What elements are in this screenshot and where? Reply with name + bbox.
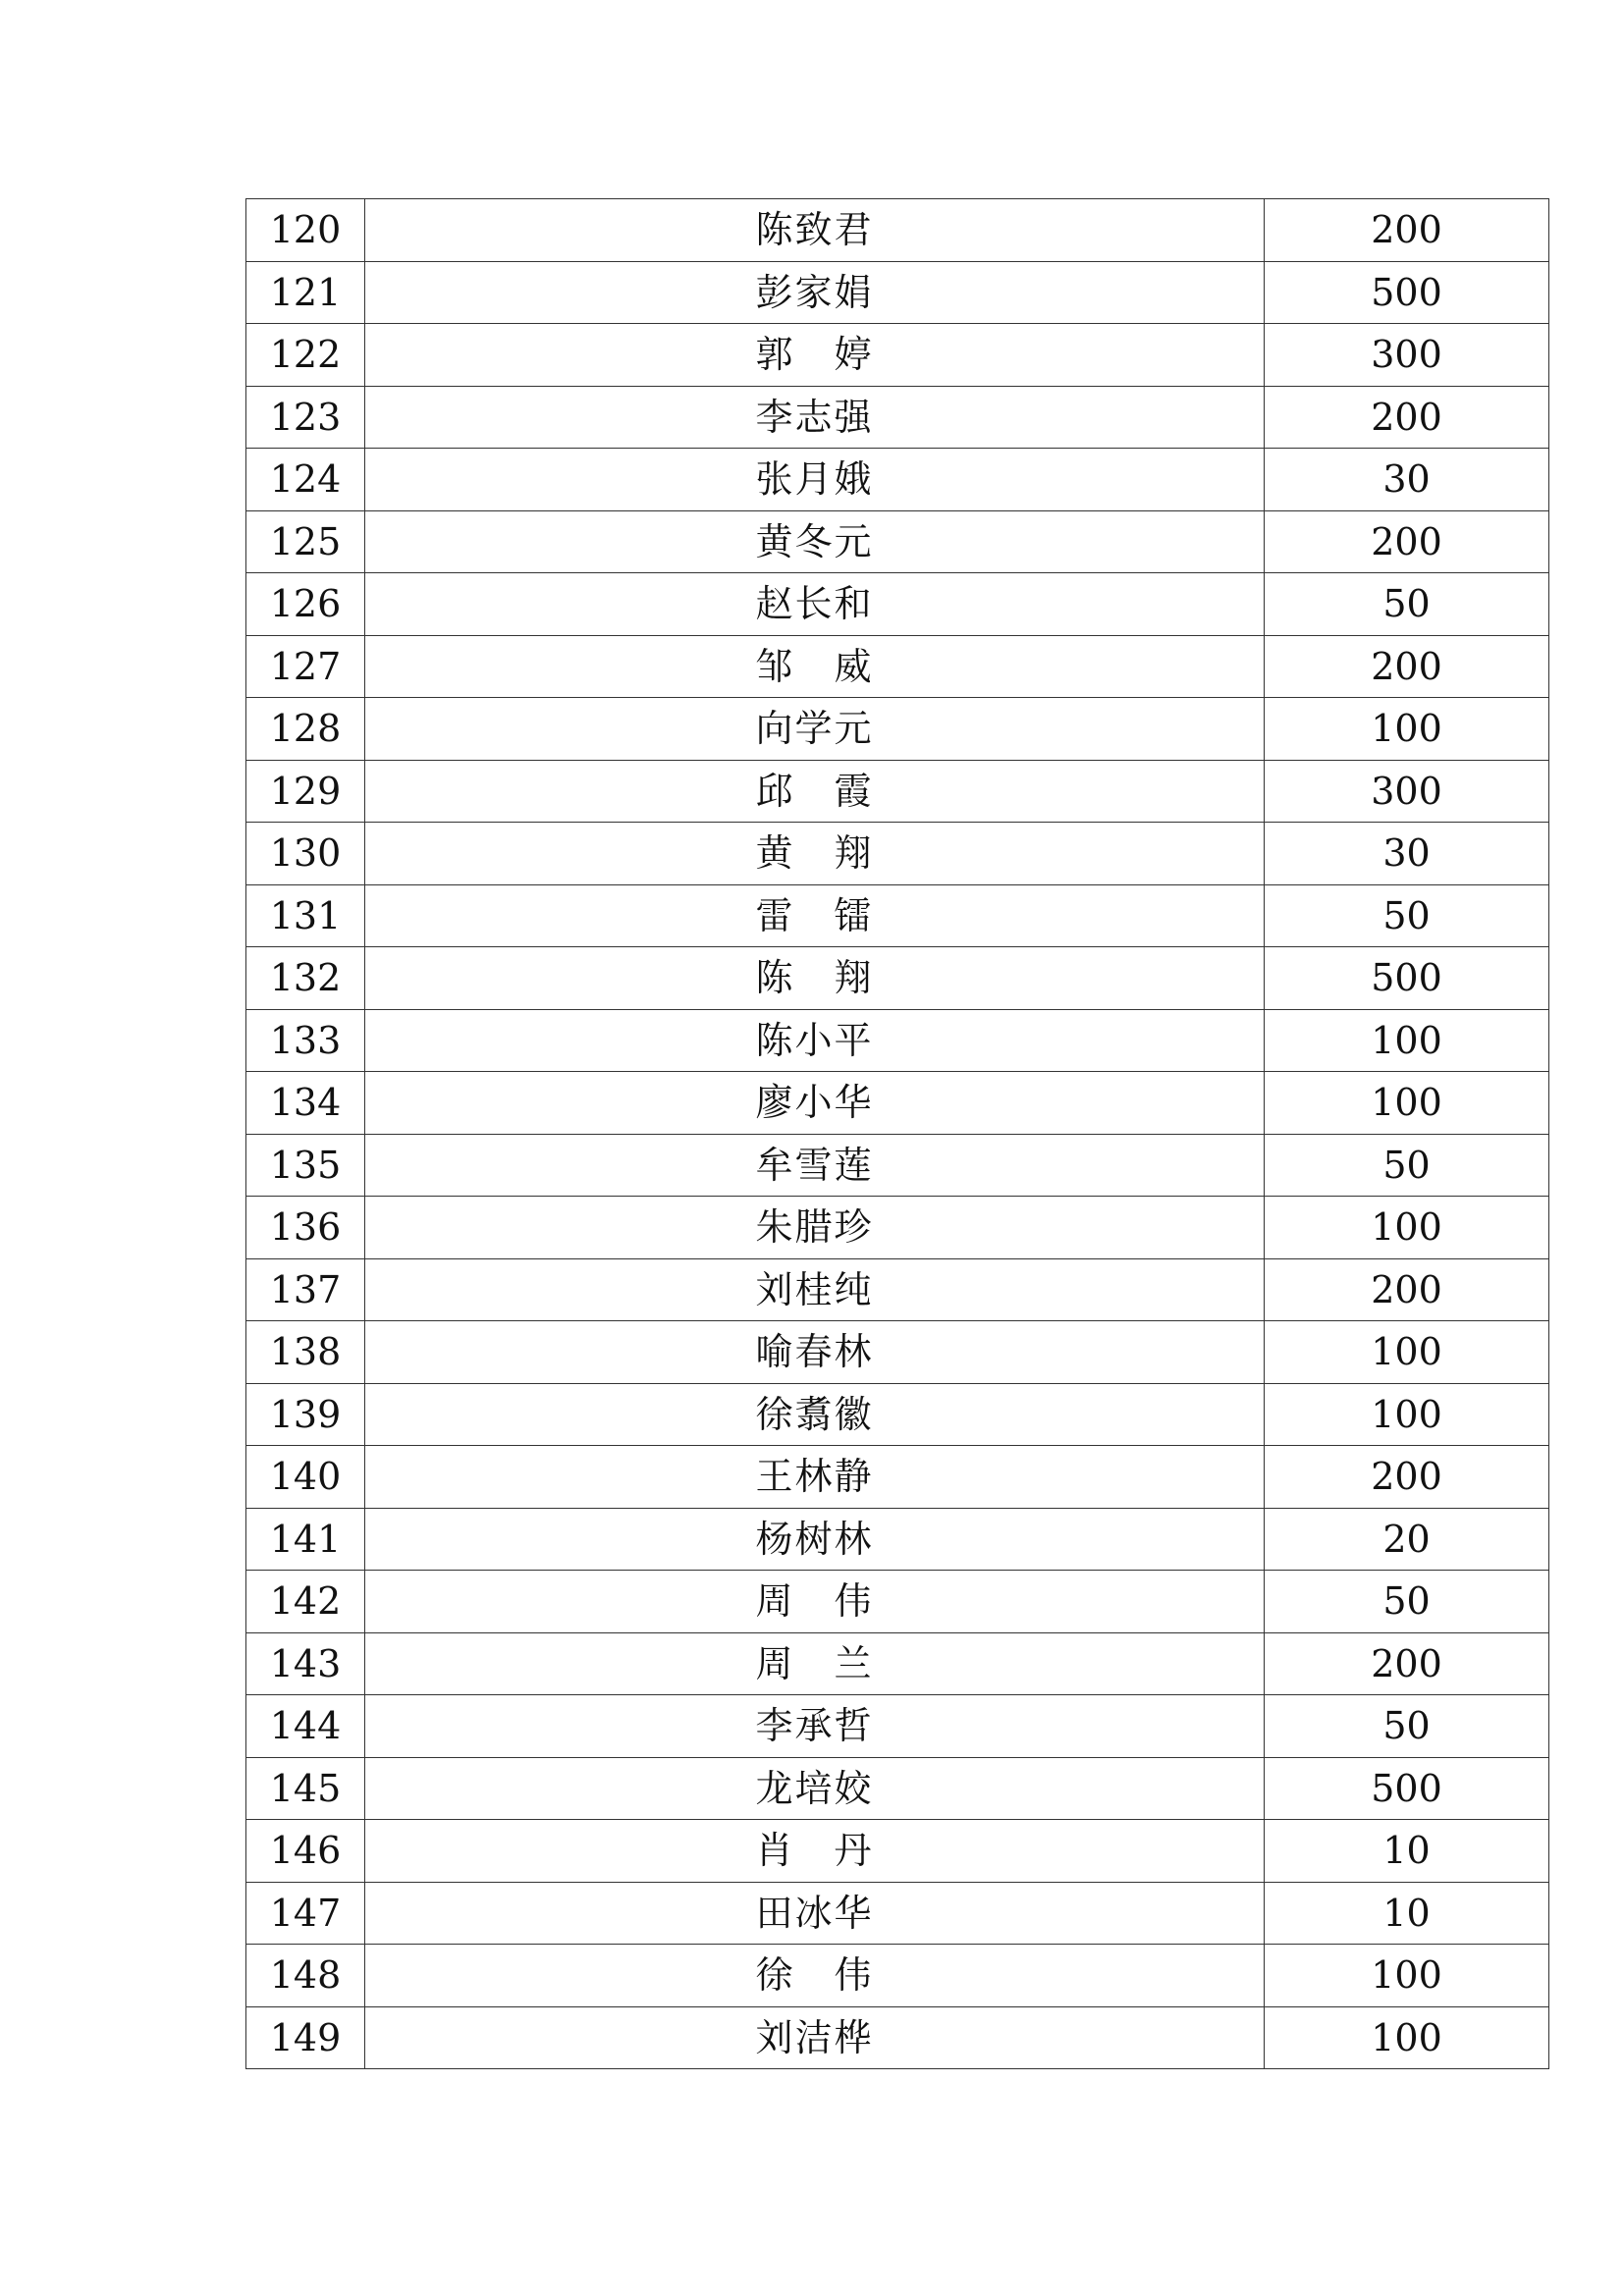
table-row: [246, 698, 1549, 761]
donor-name: 龙培姣: [365, 1757, 1265, 1820]
table-row: [246, 760, 1549, 823]
row-number: 132: [246, 947, 365, 1010]
table-row: [246, 823, 1549, 885]
donor-name: 张月娥: [365, 449, 1265, 511]
donation-amount: 100: [1265, 698, 1549, 761]
table-row: [246, 1820, 1549, 1883]
table-row: [246, 1632, 1549, 1695]
row-number: 124: [246, 449, 365, 511]
donation-amount: 50: [1265, 573, 1549, 636]
table-row: [246, 1882, 1549, 1945]
row-number: 120: [246, 199, 365, 262]
table-row: [246, 261, 1549, 324]
donor-name: 郭 婷: [365, 324, 1265, 387]
document-page: [245, 198, 1548, 2069]
donor-name: 黄冬元: [365, 510, 1265, 573]
donation-amount: 50: [1265, 1134, 1549, 1197]
donor-name: 赵长和: [365, 573, 1265, 636]
table-row: [246, 324, 1549, 387]
row-number: 137: [246, 1258, 365, 1321]
row-number: 147: [246, 1882, 365, 1945]
table-row: [246, 1134, 1549, 1197]
donation-amount: 10: [1265, 1820, 1549, 1883]
donor-name: 牟雪莲: [365, 1134, 1265, 1197]
donation-amount: 100: [1265, 1945, 1549, 2007]
row-number: 145: [246, 1757, 365, 1820]
table-row: [246, 2006, 1549, 2069]
table-row: [246, 1258, 1549, 1321]
donation-amount: 100: [1265, 2006, 1549, 2069]
donation-amount: 30: [1265, 449, 1549, 511]
donor-name: 廖小华: [365, 1072, 1265, 1135]
donor-name: 陈 翔: [365, 947, 1265, 1010]
donation-amount: 500: [1265, 261, 1549, 324]
row-number: 143: [246, 1632, 365, 1695]
table-row: [246, 449, 1549, 511]
row-number: 142: [246, 1571, 365, 1633]
donation-amount: 200: [1265, 510, 1549, 573]
donation-amount: 50: [1265, 1571, 1549, 1633]
row-number: 133: [246, 1009, 365, 1072]
donation-amount: 200: [1265, 199, 1549, 262]
table-row: [246, 1571, 1549, 1633]
donation-amount: 200: [1265, 1446, 1549, 1509]
donation-amount: 300: [1265, 324, 1549, 387]
donor-name: 周 兰: [365, 1632, 1265, 1695]
table-row: [246, 1508, 1549, 1571]
row-number: 130: [246, 823, 365, 885]
table-row: [246, 884, 1549, 947]
row-number: 129: [246, 760, 365, 823]
row-number: 131: [246, 884, 365, 947]
donation-amount: 50: [1265, 1695, 1549, 1758]
donation-amount: 30: [1265, 823, 1549, 885]
donor-name: 王林静: [365, 1446, 1265, 1509]
table-row: [246, 1009, 1549, 1072]
donor-name: 陈小平: [365, 1009, 1265, 1072]
table-row: [246, 573, 1549, 636]
donor-name: 李志强: [365, 386, 1265, 449]
donation-amount: 20: [1265, 1508, 1549, 1571]
table-row: [246, 1945, 1549, 2007]
row-number: 126: [246, 573, 365, 636]
donor-name: 刘桂纯: [365, 1258, 1265, 1321]
donor-name: 彭家娟: [365, 261, 1265, 324]
donor-name: 黄 翔: [365, 823, 1265, 885]
row-number: 146: [246, 1820, 365, 1883]
row-number: 121: [246, 261, 365, 324]
donation-amount: 100: [1265, 1009, 1549, 1072]
donor-name: 邱 霞: [365, 760, 1265, 823]
table-row: [246, 1695, 1549, 1758]
table-row: [246, 635, 1549, 698]
donor-name: 雷 镭: [365, 884, 1265, 947]
donation-amount: 200: [1265, 1258, 1549, 1321]
donor-name: 喻春林: [365, 1321, 1265, 1384]
row-number: 140: [246, 1446, 365, 1509]
donor-name: 徐翥徽: [365, 1383, 1265, 1446]
donor-name: 朱腊珍: [365, 1197, 1265, 1259]
table-row: [246, 1383, 1549, 1446]
row-number: 128: [246, 698, 365, 761]
donor-name: 邹 威: [365, 635, 1265, 698]
donation-amount: 100: [1265, 1321, 1549, 1384]
donor-name: 杨树林: [365, 1508, 1265, 1571]
table-row: [246, 947, 1549, 1010]
donation-amount: 100: [1265, 1383, 1549, 1446]
donation-amount: 200: [1265, 386, 1549, 449]
row-number: 138: [246, 1321, 365, 1384]
table-row: [246, 1072, 1549, 1135]
donation-amount: 100: [1265, 1072, 1549, 1135]
donor-name: 徐 伟: [365, 1945, 1265, 2007]
table-row: [246, 1197, 1549, 1259]
donation-amount: 10: [1265, 1882, 1549, 1945]
donor-name: 周 伟: [365, 1571, 1265, 1633]
donation-amount: 200: [1265, 635, 1549, 698]
donor-name: 田冰华: [365, 1882, 1265, 1945]
donation-amount: 500: [1265, 1757, 1549, 1820]
donor-name: 肖 丹: [365, 1820, 1265, 1883]
row-number: 136: [246, 1197, 365, 1259]
row-number: 122: [246, 324, 365, 387]
row-number: 148: [246, 1945, 365, 2007]
row-number: 123: [246, 386, 365, 449]
table-row: [246, 1321, 1549, 1384]
table-row: [246, 386, 1549, 449]
row-number: 144: [246, 1695, 365, 1758]
row-number: 125: [246, 510, 365, 573]
table-row: [246, 510, 1549, 573]
donor-name: 向学元: [365, 698, 1265, 761]
row-number: 134: [246, 1072, 365, 1135]
donor-name: 刘洁桦: [365, 2006, 1265, 2069]
row-number: 135: [246, 1134, 365, 1197]
donor-table-body: [246, 199, 1549, 2069]
row-number: 149: [246, 2006, 365, 2069]
donor-name: 陈致君: [365, 199, 1265, 262]
donation-amount: 100: [1265, 1197, 1549, 1259]
donor-table: [245, 198, 1549, 2069]
row-number: 127: [246, 635, 365, 698]
donation-amount: 200: [1265, 1632, 1549, 1695]
row-number: 141: [246, 1508, 365, 1571]
donation-amount: 50: [1265, 884, 1549, 947]
donor-name: 李承哲: [365, 1695, 1265, 1758]
donation-amount: 300: [1265, 760, 1549, 823]
donation-amount: 500: [1265, 947, 1549, 1010]
table-row: [246, 1757, 1549, 1820]
table-row: [246, 1446, 1549, 1509]
table-row: [246, 199, 1549, 262]
row-number: 139: [246, 1383, 365, 1446]
